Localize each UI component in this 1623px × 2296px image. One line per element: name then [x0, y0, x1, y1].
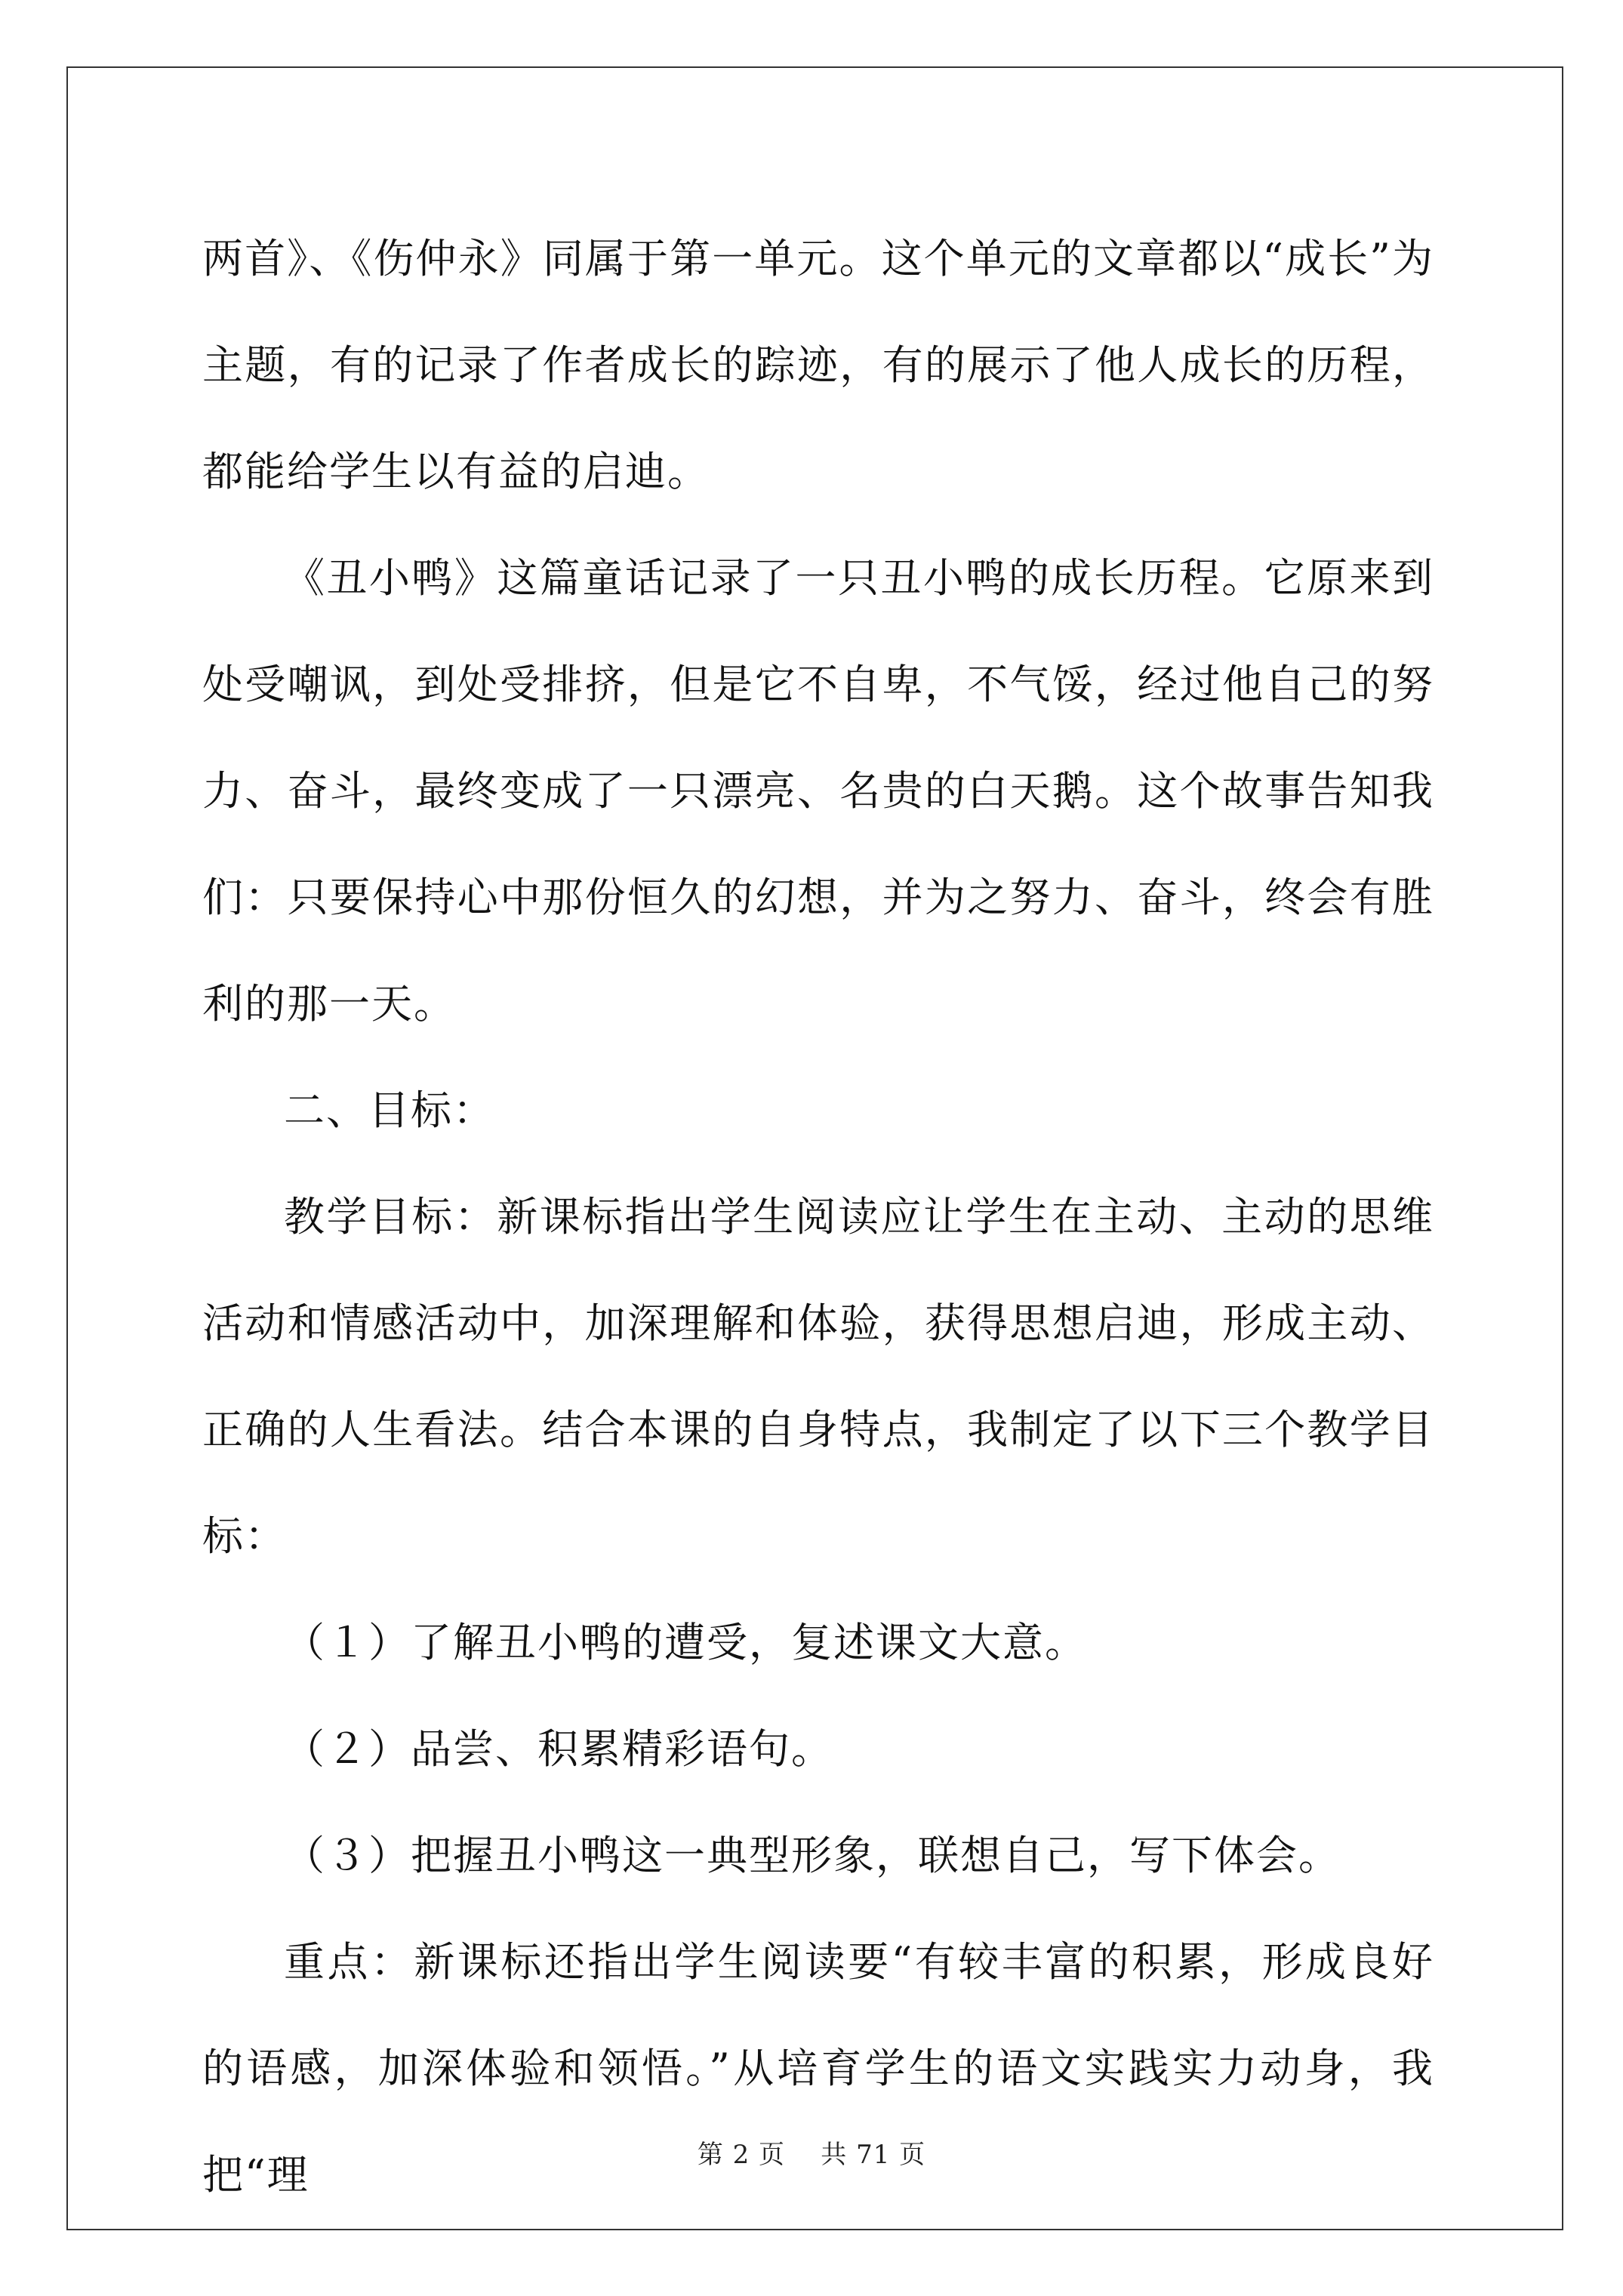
paragraph-teaching-goals: 教学目标：新课标指出学生阅读应让学生在主动、主动的思维活动和情感活动中，加深理解和体验，获得思想启迪，形成主动、正确的人生看法。结合本课的自身特点，我制定了以下三个教学目标：	[202, 1193, 1434, 1560]
document-body	[202, 205, 1434, 2228]
paragraph-story-summary: 《丑小鸭》这篇童话记录了一只丑小鸭的成长历程。它原来到处受嘲讽，到处受排挤，但是它不自卑，不气馁，经过他自己的努力、奋斗，最终变成了一只漂亮、名贵的白天鹅。这个故事告知我们：只要保持心中那份恒久的幻想，并为之努力、奋斗，终会有胜利的那一天。	[202, 554, 1434, 1028]
goal-item-2: （２）品尝、积累精彩语句。	[284, 1725, 833, 1773]
page-footer	[0, 2134, 1623, 2171]
paragraph-key-points: 重点：新课标还指出学生阅读要“有较丰富的积累，形成良好的语感，加深体验和领悟。”从培育学生的语文实践实力动身，我把“理	[202, 1938, 1434, 2199]
goal-item-1: （１）了解丑小鸭的遭受，复述课文大意。	[284, 1619, 1087, 1666]
footer-spacer	[785, 2140, 821, 2170]
page-total: 共 71 页	[821, 2140, 926, 2170]
goal-item-3: （３）把握丑小鸭这一典型形象，联想自己，写下体会。	[284, 1832, 1341, 1879]
section-heading-goals: 二、目标：	[284, 1086, 495, 1134]
paragraph-unit-intro: 两首》、《伤仲永》同属于第一单元。这个单元的文章都以“成长”为主题，有的记录了作者成长的踪迹，有的展示了他人成长的历程，都能给学生以有益的启迪。	[202, 235, 1434, 495]
page-number: 第 2 页	[697, 2140, 786, 2170]
